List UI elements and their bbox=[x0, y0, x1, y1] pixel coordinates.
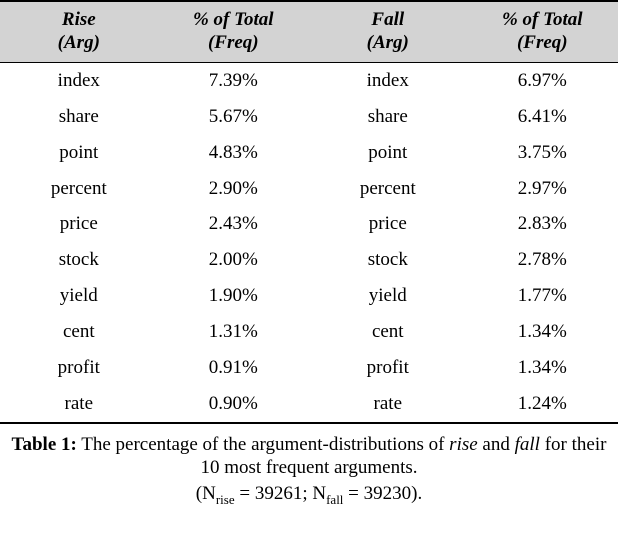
table-row bbox=[0, 386, 618, 423]
cell-rise-arg: price bbox=[59, 213, 98, 235]
table-row bbox=[0, 315, 618, 351]
table-row bbox=[0, 135, 618, 171]
cell-fall-arg: share bbox=[367, 105, 408, 127]
cell-rise-freq: 1.90% bbox=[208, 285, 258, 307]
column-header-fall-freq bbox=[467, 1, 618, 63]
cell-rise-freq: 5.67% bbox=[208, 105, 258, 127]
column-header-line1: % of Total bbox=[192, 9, 274, 30]
column-header-line2: (Freq) bbox=[207, 32, 259, 54]
cell-rise-arg: percent bbox=[50, 177, 107, 199]
cell-fall-freq: 6.97% bbox=[517, 69, 567, 91]
cell-rise-arg: yield bbox=[59, 285, 98, 307]
cell-rise-freq: 2.90% bbox=[208, 177, 258, 199]
cell-rise-freq: 0.90% bbox=[158, 386, 309, 423]
column-header-rise-freq bbox=[158, 1, 309, 63]
column-header-rise-arg bbox=[0, 1, 158, 63]
table-header bbox=[0, 1, 618, 63]
caption-italic-rise: rise bbox=[449, 434, 478, 456]
caption-part1: The percentage of the argument-distributions of bbox=[76, 434, 450, 456]
cell-rise-arg: point bbox=[59, 141, 99, 163]
table-row bbox=[0, 243, 618, 279]
cell-fall-arg: point bbox=[368, 141, 408, 163]
cell-rise-arg: index bbox=[57, 69, 100, 91]
table-row bbox=[0, 207, 618, 243]
cell-rise-freq: 7.39% bbox=[208, 69, 258, 91]
cell-rise-freq: 2.43% bbox=[208, 213, 258, 235]
table-row bbox=[0, 99, 618, 135]
cell-rise-arg: profit bbox=[57, 356, 100, 378]
cell-fall-arg: index bbox=[366, 69, 409, 91]
cell-fall-freq: 1.24% bbox=[467, 386, 618, 423]
cell-rise-freq: 4.83% bbox=[208, 141, 258, 163]
cell-rise-freq: 1.31% bbox=[208, 321, 258, 343]
cell-rise-freq: 2.00% bbox=[208, 249, 258, 271]
cell-rise-arg: stock bbox=[58, 249, 99, 271]
column-header-line2: (Arg) bbox=[366, 32, 409, 54]
cell-fall-arg: stock bbox=[367, 249, 408, 271]
cell-fall-freq: 6.41% bbox=[517, 105, 567, 127]
column-header-line2: (Arg) bbox=[57, 32, 100, 54]
column-header-line1: % of Total bbox=[501, 9, 583, 30]
table-row bbox=[0, 350, 618, 386]
cell-fall-arg: yield bbox=[368, 285, 407, 307]
cell-fall-freq: 2.97% bbox=[517, 177, 567, 199]
caption-counts bbox=[6, 482, 612, 508]
cell-rise-arg: cent bbox=[62, 321, 95, 343]
column-header-line1: Fall bbox=[371, 9, 405, 30]
table-row bbox=[0, 63, 618, 99]
table-header-row bbox=[0, 1, 618, 63]
caption-part2: and bbox=[477, 434, 515, 456]
caption-subscript-rise: rise bbox=[215, 491, 235, 507]
cell-fall-freq: 3.75% bbox=[517, 141, 567, 163]
cell-fall-freq: 1.77% bbox=[517, 285, 567, 307]
caption-subscript-fall: fall bbox=[326, 491, 344, 507]
column-header-fall-arg bbox=[309, 1, 467, 63]
cell-fall-freq: 2.83% bbox=[517, 213, 567, 235]
cell-fall-freq: 1.34% bbox=[517, 321, 567, 343]
caption-line3-mid: = 39261; N bbox=[234, 482, 327, 504]
cell-fall-freq: 1.34% bbox=[517, 356, 567, 378]
caption-part3: for their 10 most frequent arguments. bbox=[200, 434, 607, 479]
cell-fall-freq: 2.78% bbox=[517, 249, 567, 271]
cell-fall-arg: cent bbox=[371, 321, 404, 343]
table-row bbox=[0, 279, 618, 315]
cell-rise-arg: share bbox=[58, 105, 99, 127]
cell-rise-arg: rate bbox=[0, 386, 158, 423]
caption-line3-end: = 39230). bbox=[343, 482, 423, 504]
table-row bbox=[0, 171, 618, 207]
table-body bbox=[0, 63, 618, 423]
cell-fall-arg: profit bbox=[366, 356, 409, 378]
caption-italic-fall: fall bbox=[514, 434, 540, 456]
cell-fall-arg: percent bbox=[359, 177, 416, 199]
cell-fall-arg: rate bbox=[309, 386, 467, 423]
column-header-line1: Rise bbox=[61, 9, 96, 30]
table-caption bbox=[0, 424, 618, 507]
caption-label: Table 1: bbox=[11, 434, 77, 456]
cell-fall-arg: price bbox=[368, 213, 407, 235]
column-header-line2: (Freq) bbox=[516, 32, 568, 54]
cell-rise-freq: 0.91% bbox=[208, 356, 258, 378]
caption-line3-open: (N bbox=[195, 482, 216, 504]
